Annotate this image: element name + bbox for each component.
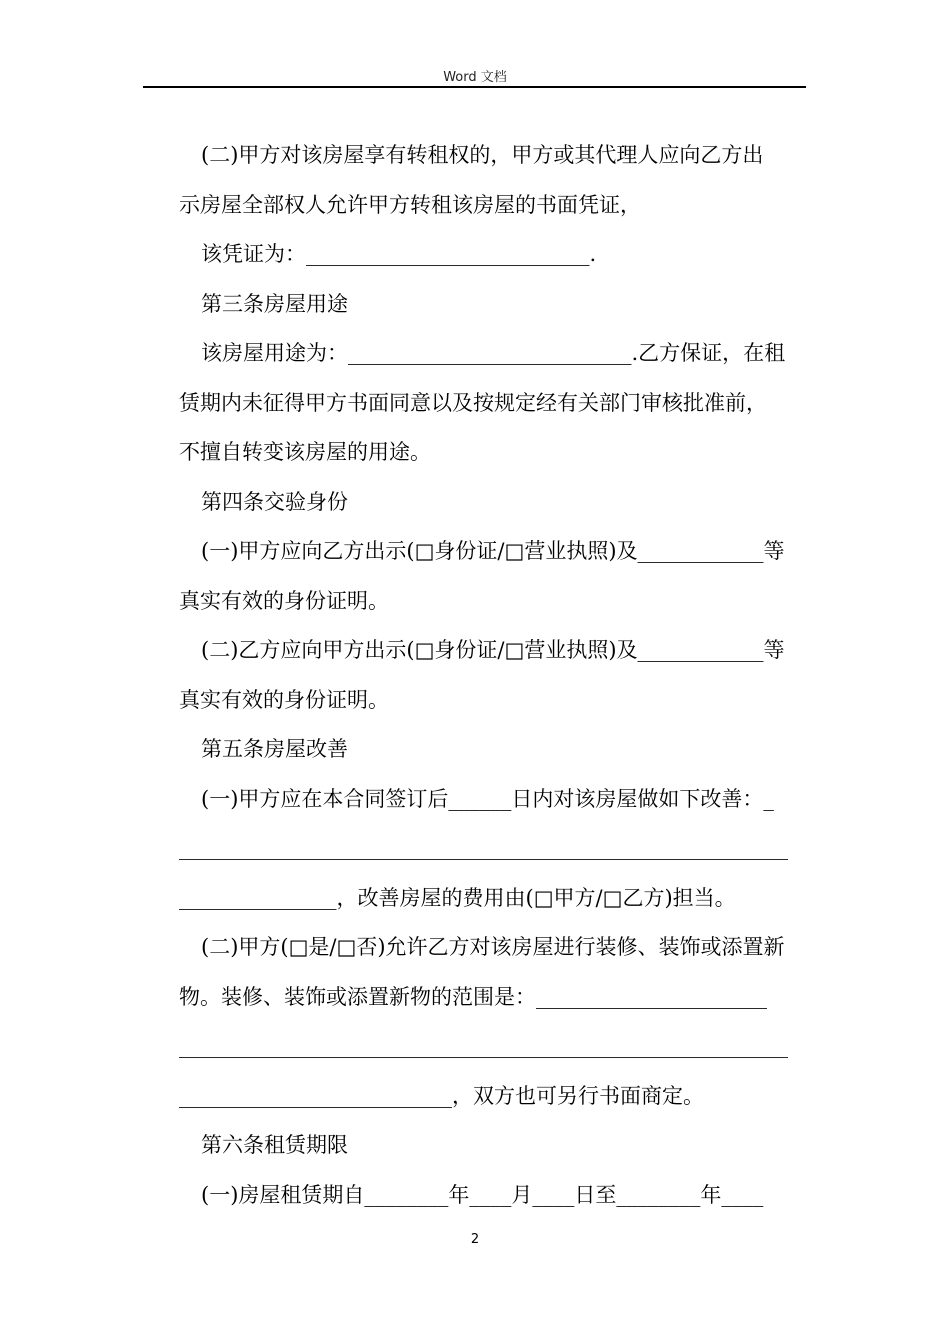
paragraph-line: 不擅自转变该房屋的用途。 xyxy=(179,440,431,464)
paragraph-line: (二)甲方对该房屋享有转租权的，甲方或其代理人应向乙方出 xyxy=(201,143,764,167)
paragraph-line: (二)甲方(□是/□否)允许乙方对该房屋进行装修、装饰或添置新 xyxy=(201,935,785,959)
document-body xyxy=(179,131,801,1220)
paragraph-line: 该房屋用途为：___________________________.乙方保证，在租 xyxy=(201,341,786,365)
paragraph-line: __________________________，双方也可另行书面商定。 xyxy=(179,1083,704,1108)
paragraph-line: 真实有效的身份证明。 xyxy=(179,687,389,712)
section-heading: 第六条租赁期限 xyxy=(201,1133,348,1157)
paragraph-line: (一)甲方应在本合同签订后______日内对该房屋做如下改善：_ xyxy=(201,786,774,811)
paragraph-line: 真实有效的身份证明。 xyxy=(179,588,389,613)
paragraph-line: (一)甲方应向乙方出示(□身份证/□营业执照)及____________等 xyxy=(201,539,785,563)
paragraph-line: (一)房屋租赁期自________年____月____日至________年____ xyxy=(201,1182,764,1207)
page-header: Word 文档 xyxy=(443,70,507,85)
paragraph-line: __________________________________________________________ xyxy=(179,836,788,860)
paragraph-line: 物。装修、装饰或添置新物的范围是：______________________ xyxy=(179,984,767,1009)
paragraph-line: _______________，改善房屋的费用由(□甲方/□乙方)担当。 xyxy=(179,885,736,910)
paragraph-line: (二)乙方应向甲方出示(□身份证/□营业执照)及____________等 xyxy=(201,638,785,662)
paragraph-line: __________________________________________________________ xyxy=(179,1034,788,1058)
page-number: 2 xyxy=(470,1232,480,1247)
paragraph-line: 赁期内未征得甲方书面同意以及按规定经有关部门审核批准前， xyxy=(179,390,767,415)
header-divider xyxy=(143,86,806,88)
section-heading: 第三条房屋用途 xyxy=(201,291,348,316)
section-heading: 第四条交验身份 xyxy=(201,489,348,514)
paragraph-line: 该凭证为：___________________________. xyxy=(201,242,597,266)
paragraph-line: 示房屋全部权人允许甲方转租该房屋的书面凭证， xyxy=(179,192,641,217)
section-heading: 第五条房屋改善 xyxy=(201,737,348,761)
